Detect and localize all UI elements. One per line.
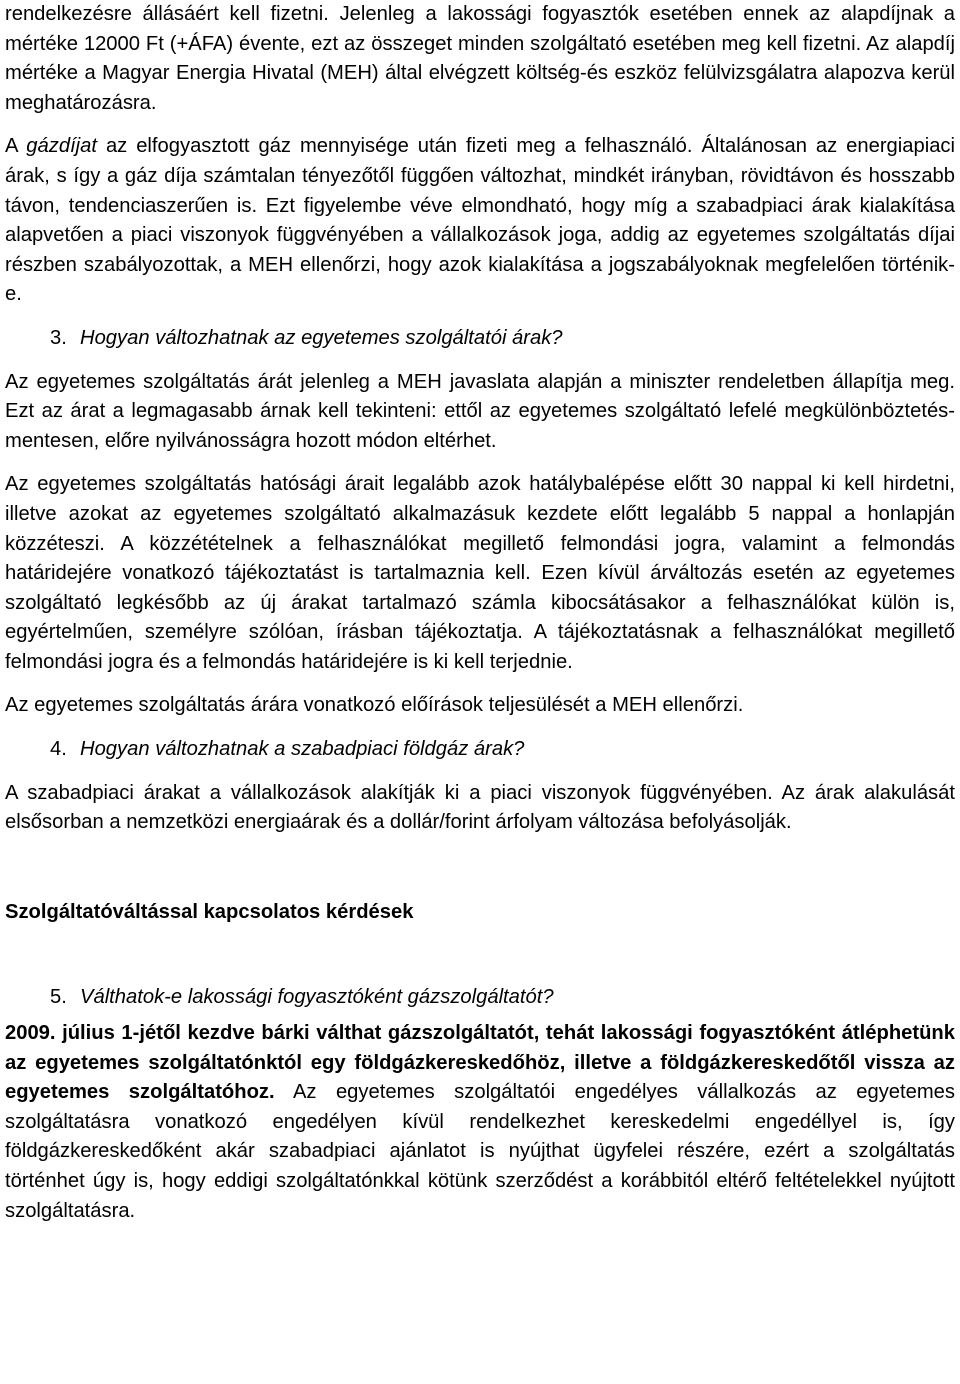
question-5-bold-text: 2009. július 1-jétől kezdve bárki válthat gázszolgáltatót, tehát lakossági fogyasztóként átléphetünk az egyetemes szolgáltatónktól egy földgázkereskedőhöz, illetve a földgázkereskedőtől vissza az egyetemes szolgáltatóhoz. [5, 1022, 955, 1104]
question-3-title: Hogyan változhatnak az egyetemes szolgáltatói árak? [80, 326, 563, 349]
document-page [5, 0, 955, 1226]
section-title: Szolgáltatóváltással kapcsolatos kérdések [5, 900, 414, 923]
question-5-number: 5. [50, 986, 67, 1009]
question-5-paragraph [5, 1019, 955, 1226]
intro-paragraph: rendelkezésre állásáért kell fizetni. Jelenleg a lakossági fogyasztók esetében ennek az alapdíjnak a mértéke 12000 Ft (+ÁFA) évente, ezt az összeget minden szolgáltató esetében meg kell fizetni. Az alapdíj mértéke a Magyar Energia Hivatal (MEH) által elvégzett költség-és eszköz felülvizsgálatra alapozva kerül meghatározásra. [5, 3, 955, 114]
question-3-paragraph-3: Az egyetemes szolgáltatás árára vonatkozó előírások teljesülését a MEH ellenőrzi. [5, 694, 744, 717]
question-4-paragraph: A szabadpiaci árakat a vállalkozások alakítják ki a piaci viszonyok függvényében. Az árak alakulását elsősorban a nemzetközi energiaárak és a dollár/forint árfolyam változása befolyásolják. [5, 781, 955, 834]
gas-fee-pre: A [5, 135, 27, 158]
question-4-title: Hogyan változhatnak a szabadpiaci földgáz árak? [80, 738, 525, 761]
gas-fee-text: az elfogyasztott gáz mennyisége után fizeti meg a felhasználó. Általánosan az energiapiaci árak, s így a gáz díja számtalan tényezőtől függően változhat, mindkét irányban, rövidtávon és hosszabb távon, tendenciaszerűen is. Ezt figyelembe véve elmondható, hogy míg a szabadpiaci árak kialakítása alapvetően a piaci viszonyok függvényében a vállalkozások joga, addig az egyetemes szolgáltatás díjai részben szabályozottak, a MEH ellenőrzi, hogy azok kialakítása a jogszabályoknak megfelelően történik-e. [5, 135, 955, 306]
gas-fee-term: gázdíjat [26, 135, 98, 158]
question-4-heading [5, 735, 955, 765]
question-5-text: Az egyetemes szolgáltatói engedélyes vállalkozás az egyetemes szolgáltatásra vonatkozó engedélyen kívül rendelkezhet kereskedelmi engedéllyel is, így földgázkereskedőként akár szabadpiaci ajánlatot is nyújthat ügyfelei részére, ezért a szolgáltatás történhet úgy is, hogy eddigi szolgáltatónkkal kötünk szerződést a korábbitól eltérő feltételekkel nyújtott szolgáltatásra. [5, 1081, 956, 1222]
question-5-heading [5, 983, 955, 1013]
question-3-paragraph-2: Az egyetemes szolgáltatás hatósági árait legalább azok hatálybalépése előtt 30 nappal ki kell hirdetni, illetve azokat az egyetemes szolgáltató alkalmazásuk kezdete előtt legalább 5 nappal a honlapján közzéteszi. A közzétételnek a felhasználókat megillető felmondási jogra, valamint a felmondás határidejére vonatkozó tájékoztatást is tartalmaznia kell. Ezen kívül árváltozás esetén az egyetemes szolgáltató legkésőbb az új árakat tartalmazó számla kibocsátásakor a felhasználókat külön is, egyértelműen, személyre szólóan, írásban tájékoztatja. A tájékoztatásnak a felhasználókat megillető felmondási jogra és a felmondás határidejére is ki kell terjednie. [5, 473, 955, 673]
question-5-title: Válthatok-e lakossági fogyasztóként gázszolgáltatót? [80, 986, 554, 1009]
question-3-heading [5, 324, 955, 354]
gas-fee-paragraph [5, 132, 955, 310]
question-3-paragraph-1: Az egyetemes szolgáltatás árát jelenleg a MEH javaslata alapján a miniszter rendeletben állapítja meg. Ezt az árat a legmagasabb árnak kell tekinteni: ettől az egyetemes szolgáltató lefelé megkülönböztetés-mentesen, előre nyilvánosságra hozott módon eltérhet. [5, 370, 955, 452]
question-4-number: 4. [50, 738, 67, 761]
question-3-number: 3. [50, 326, 67, 349]
